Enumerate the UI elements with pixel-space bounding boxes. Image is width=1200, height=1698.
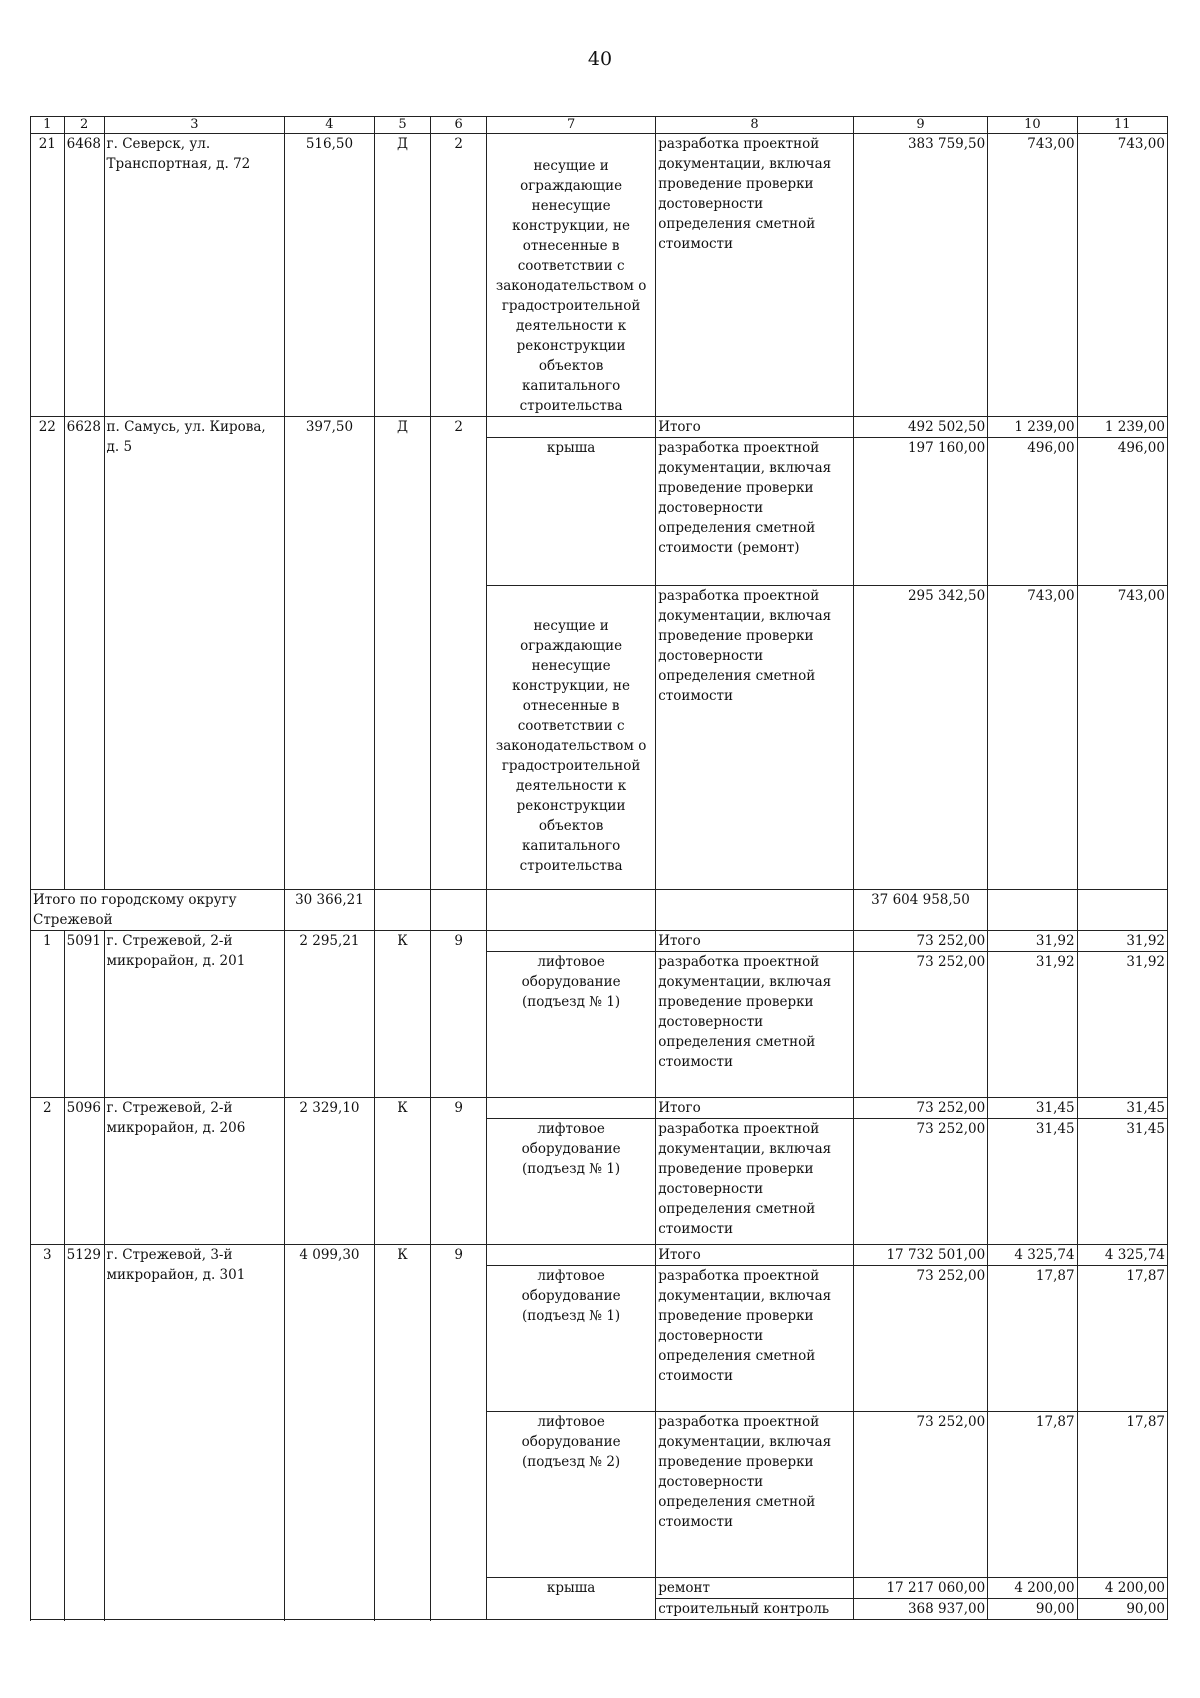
col-9: 9 bbox=[853, 117, 988, 134]
total-per-m2: 31,92 bbox=[988, 931, 1077, 952]
cost-cell: 197 160,00 bbox=[853, 438, 988, 586]
cost-per-m2-cell: 17,87 bbox=[988, 1266, 1077, 1412]
house-code: 6628 bbox=[64, 417, 104, 890]
house-code: 5096 bbox=[64, 1098, 104, 1245]
floors: 2 bbox=[431, 134, 487, 417]
table-row bbox=[31, 1098, 1168, 1119]
total-limit: 4 325,74 bbox=[1077, 1245, 1167, 1266]
empty-cell bbox=[988, 890, 1077, 931]
column-number-row bbox=[31, 117, 1168, 134]
col-6: 6 bbox=[431, 117, 487, 134]
total-per-m2: 4 325,74 bbox=[988, 1245, 1077, 1266]
table-row bbox=[31, 134, 1168, 417]
floors: 9 bbox=[431, 1245, 487, 1620]
col-1: 1 bbox=[31, 117, 65, 134]
work-cell: разработка проектной документации, включая проведение проверки достоверности определения сметной стоимости bbox=[656, 952, 854, 1098]
element-cell: лифтовое оборудование (подъезд № 1) bbox=[487, 1119, 656, 1245]
cost-per-m2-cell: 17,87 bbox=[988, 1412, 1077, 1578]
cost-cell: 383 759,50 bbox=[853, 134, 988, 417]
element-cell: несущие и ограждающие ненесущие конструкции, не отнесенные в соответствии с законодательством о градостроительной деятельности к реконструкции объектов капитального строительства bbox=[487, 586, 656, 890]
total-limit: 31,92 bbox=[1077, 931, 1167, 952]
cost-limit-cell: 90,00 bbox=[1077, 1599, 1167, 1620]
total-cost: 492 502,50 bbox=[853, 417, 988, 438]
area: 397,50 bbox=[285, 417, 374, 890]
total-per-m2: 31,45 bbox=[988, 1098, 1077, 1119]
total-label: Итого bbox=[656, 1245, 854, 1266]
address: г. Стрежевой, 3-й микрорайон, д. 301 bbox=[104, 1245, 285, 1620]
table-row bbox=[31, 931, 1168, 952]
table-row bbox=[31, 1245, 1168, 1266]
area: 2 295,21 bbox=[285, 931, 374, 1098]
element-cell: несущие и ограждающие ненесущие конструкции, не отнесенные в соответствии с законодательством о градостроительной деятельности к реконструкции объектов капитального строительства bbox=[487, 134, 656, 417]
cost-limit-cell: 31,92 bbox=[1077, 952, 1167, 1098]
cost-per-m2-cell: 90,00 bbox=[988, 1599, 1077, 1620]
col-2: 2 bbox=[64, 117, 104, 134]
work-cell: разработка проектной документации, включая проведение проверки достоверности определения сметной стоимости bbox=[656, 586, 854, 890]
total-label: Итого bbox=[656, 417, 854, 438]
element-cell: лифтовое оборудование (подъезд № 1) bbox=[487, 1266, 656, 1412]
cost-per-m2-cell: 496,00 bbox=[988, 438, 1077, 586]
element-cell bbox=[487, 1245, 656, 1266]
row-number: 1 bbox=[31, 931, 65, 1098]
cost-cell: 368 937,00 bbox=[853, 1599, 988, 1620]
building-type: К bbox=[374, 931, 431, 1098]
total-cost: 73 252,00 bbox=[853, 931, 988, 952]
element-cell: лифтовое оборудование (подъезд № 2) bbox=[487, 1412, 656, 1578]
cost-per-m2-cell: 31,45 bbox=[988, 1119, 1077, 1245]
cost-per-m2-cell: 31,92 bbox=[988, 952, 1077, 1098]
floors: 9 bbox=[431, 1098, 487, 1245]
row-number: 22 bbox=[31, 417, 65, 890]
work-cell: разработка проектной документации, включая проведение проверки достоверности определения сметной стоимости bbox=[656, 1266, 854, 1412]
col-7: 7 bbox=[487, 117, 656, 134]
house-code: 5129 bbox=[64, 1245, 104, 1620]
address: г. Северск, ул. Транспортная, д. 72 bbox=[104, 134, 285, 417]
row-number: 2 bbox=[31, 1098, 65, 1245]
work-cell: разработка проектной документации, включая проведение проверки достоверности определения сметной стоимости bbox=[656, 1412, 854, 1578]
cost-limit-cell: 743,00 bbox=[1077, 586, 1167, 890]
col-11: 11 bbox=[1077, 117, 1167, 134]
page-number: 40 bbox=[587, 48, 613, 70]
cost-cell: 73 252,00 bbox=[853, 1412, 988, 1578]
cost-limit-cell: 17,87 bbox=[1077, 1412, 1167, 1578]
district-total-cost: 37 604 958,50 bbox=[853, 890, 988, 931]
cost-limit-cell: 743,00 bbox=[1077, 134, 1167, 417]
cost-cell: 73 252,00 bbox=[853, 1119, 988, 1245]
col-4: 4 bbox=[285, 117, 374, 134]
building-type: К bbox=[374, 1245, 431, 1620]
total-label: Итого bbox=[656, 1098, 854, 1119]
house-code: 6468 bbox=[64, 134, 104, 417]
work-cell: ремонт bbox=[656, 1578, 854, 1599]
cost-cell: 295 342,50 bbox=[853, 586, 988, 890]
work-cell: строительный контроль bbox=[656, 1599, 854, 1620]
district-total-area: 30 366,21 bbox=[285, 890, 374, 931]
col-3: 3 bbox=[104, 117, 285, 134]
district-total-label: Итого по городскому округу Стрежевой bbox=[31, 890, 285, 931]
cost-limit-cell: 4 200,00 bbox=[1077, 1578, 1167, 1599]
address: г. Стрежевой, 2-й микрорайон, д. 201 bbox=[104, 931, 285, 1098]
area: 2 329,10 bbox=[285, 1098, 374, 1245]
district-total-row bbox=[31, 890, 1168, 931]
area: 516,50 bbox=[285, 134, 374, 417]
empty-cell bbox=[487, 890, 656, 931]
table-row bbox=[31, 417, 1168, 438]
col-5: 5 bbox=[374, 117, 431, 134]
element-cell: крыша bbox=[487, 438, 656, 586]
empty-cell bbox=[431, 890, 487, 931]
house-code: 5091 bbox=[64, 931, 104, 1098]
address: п. Самусь, ул. Кирова, д. 5 bbox=[104, 417, 285, 890]
total-limit: 1 239,00 bbox=[1077, 417, 1167, 438]
element-cell bbox=[487, 931, 656, 952]
work-cell: разработка проектной документации, включая проведение проверки достоверности определения сметной стоимости bbox=[656, 1119, 854, 1245]
row-number: 21 bbox=[31, 134, 65, 417]
col-8: 8 bbox=[656, 117, 854, 134]
total-per-m2: 1 239,00 bbox=[988, 417, 1077, 438]
total-cost: 17 732 501,00 bbox=[853, 1245, 988, 1266]
total-cost: 73 252,00 bbox=[853, 1098, 988, 1119]
work-cell: разработка проектной документации, включая проведение проверки достоверности определения сметной стоимости (ремонт) bbox=[656, 438, 854, 586]
element-cell bbox=[487, 1098, 656, 1119]
empty-cell bbox=[374, 890, 431, 931]
floors: 2 bbox=[431, 417, 487, 890]
element-cell bbox=[487, 417, 656, 438]
element-cell: лифтовое оборудование (подъезд № 1) bbox=[487, 952, 656, 1098]
cost-cell: 73 252,00 bbox=[853, 1266, 988, 1412]
repair-schedule-table bbox=[30, 116, 1168, 1620]
total-label: Итого bbox=[656, 931, 854, 952]
element-cell: крыша bbox=[487, 1578, 656, 1620]
total-limit: 31,45 bbox=[1077, 1098, 1167, 1119]
cost-cell: 17 217 060,00 bbox=[853, 1578, 988, 1599]
cost-limit-cell: 17,87 bbox=[1077, 1266, 1167, 1412]
floors: 9 bbox=[431, 931, 487, 1098]
cost-limit-cell: 31,45 bbox=[1077, 1119, 1167, 1245]
cost-limit-cell: 496,00 bbox=[1077, 438, 1167, 586]
area: 4 099,30 bbox=[285, 1245, 374, 1620]
row-number: 3 bbox=[31, 1245, 65, 1620]
building-type: К bbox=[374, 1098, 431, 1245]
empty-cell bbox=[656, 890, 854, 931]
empty-cell bbox=[1077, 890, 1167, 931]
cost-per-m2-cell: 743,00 bbox=[988, 134, 1077, 417]
cost-cell: 73 252,00 bbox=[853, 952, 988, 1098]
work-cell: разработка проектной документации, включая проведение проверки достоверности определения сметной стоимости bbox=[656, 134, 854, 417]
address: г. Стрежевой, 2-й микрорайон, д. 206 bbox=[104, 1098, 285, 1245]
col-10: 10 bbox=[988, 117, 1077, 134]
cost-per-m2-cell: 4 200,00 bbox=[988, 1578, 1077, 1599]
building-type: Д bbox=[374, 417, 431, 890]
cost-per-m2-cell: 743,00 bbox=[988, 586, 1077, 890]
building-type: Д bbox=[374, 134, 431, 417]
